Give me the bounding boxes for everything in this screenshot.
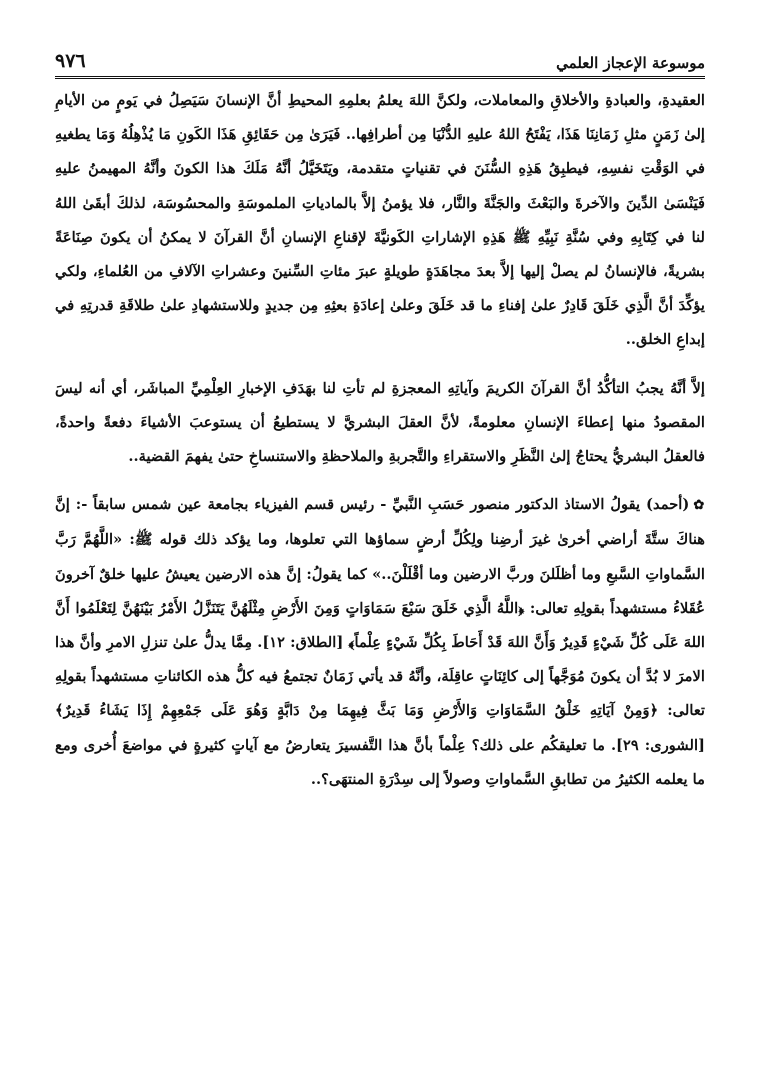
question-paragraph [55,488,705,797]
paragraph-1: العقيدةِ، والعبادةِ والأخلاقِ والمعاملات، ولكنَّ اللهَ يعلمُ بعلمِهِ المحيطِ أنَّ الإنسانَ سَيَصِلُ في يَومٍ من الأيامِ إلىٰ زَمَنٍ مثلِ زَمَانِنَا هَذَا، يَفْتَحُ اللهُ عليهِ الدُّنْيَا مِن أطرافِها.. فَيَرَىٰ مِن حَقَائِقِ هَذَا الكَونِ مَا يُذْهِلُهُ وَمَا يطغيهِ في الوَقْتِ نفسِهِ، فيطبِقُ هَذِهِ السُّنَنَ في تقنياتٍ متقدمة، ويَتَخَيَّلُ أنَّهُ مَلَكَ هذا الكونَ وأنَّهُ المهيمنُ عليهِ فَيَنْسَىٰ الدِّينَ والآخرةَ والبَعْثَ والجَنَّةَ والنَّار، فلا يؤمنُ إلاَّ بالمادياتِ الملموسَةِ والمحسُوسَة، لذلكَ أبقَىٰ اللهُ لنا في كِتَابِهِ وفي سُنَّةِ نَبِيِّهِ ﷺ هَذِهِ الإشاراتِ الكَونيَّةَ لإقناعِ الإنسانِ أنَّ القرآنَ لا يمكنُ أن يكونَ صِنَاعَةً بشريةً، فالإنسانُ لم يصلْ إليها إلاَّ بعدَ مجاهَدَةٍ طويلةٍ عبرَ مئاتِ السِّنينَ وعشراتِ الآلافِ من العُلماءِ، ولكي يؤكِّدَ أنَّ الَّذِي خَلَقَ قَادِرٌ علىٰ إفناءِ ما قد خَلَقَ وعلىٰ إعادَةِ بعثِهِ مِن جديدٍ وللاستشهادِ علىٰ طلاقَةِ قدرتِهِ في إبداعِ الخلق.. [55,92,705,349]
book-title: موسوعة الإعجاز العلمي [556,54,705,72]
page-header [55,38,705,79]
page-number: ٩٧٦ [55,50,86,72]
flower-ornament-icon: ✿ [693,498,705,514]
paragraph-3: (أحمد) يقولُ الاستاذ الدكتور منصور حَسَبِ النَّبيِّ - رئيس قسم الفيزياء بجامعة عين شمس سابقاً -: إنَّ هناكَ ستَّةَ أراضي أخرىٰ غيرَ أرضِنا ولِكُلِّ أرضٍ سماؤها التي تعلوها، وما يؤكد ذلك قوله ﷺ: «اللَّهُمَّ رَبَّ السَّماواتِ السَّبعِ وما أظلَلنَ وربَّ الارضين وما أقْلَلْنَ..» كما يقولُ: إنَّ هذه الارضين يعيشُ عليها خلقٌ آخرونَ عُقَلاءُ مستشهداً بقولِهِ تعالى: ﴿اللَّهُ الَّذِي خَلَقَ سَبْعَ سَمَاوَاتٍ وَمِنَ الأَرْضِ مِثْلَهُنَّ يَتَنَزَّلُ الأَمْرُ بَيْنَهُنَّ لِتَعْلَمُوا أَنَّ اللهَ عَلَى كُلِّ شَيْءٍ قَدِيرٌ وَأَنَّ اللهَ قَدْ أَحَاطَ بِكُلِّ شَيْءٍ عِلْماً﴾ [الطلاق: ١٢]. مِمَّا يدلُّ علىٰ تنزلِ الامرِ وأنَّ هذا الامرَ لا بُدَّ أن يكونَ مُوَجَّهاً إلى كائِنَاتٍ عاقِلَة، وأنَّهُ قد يأتي زَمَانٌ تجتمعُ فيه كلُّ هذه الكائناتِ مستشهداً بقولِهِ تعالى: ﴿وَمِنْ آيَاتِهِ خَلْقُ السَّمَاوَاتِ وَالأَرْضِ وَمَا بَثَّ فِيهِمَا مِنْ دَابَّةٍ وَهُوَ عَلَى جَمْعِهِمْ إِذَا يَشَاءُ قَدِيرٌ﴾ [الشورى: ٢٩]. ما تعليقكُم على ذلك؟ عِلْماً بأنَّ هذا التَّفسيرَ يتعارضُ مع آياتٍ كثيرةٍ في مواضعَ أُخرى ومع ما يعلمه الكثيرُ من تطابقِ السَّماواتِ وصولاً إلى سِدْرَةِ المنتهَى؟.. [55,496,705,788]
paragraph-2: إلاَّ أنَّهُ يجبُ التأكُّدُ أنَّ القرآنَ الكريمَ وآياتِهِ المعجزةِ لم تأتِ لنا بهَدَفِ الإخبارِ العِلْمِيِّ المباشَر، أي أنه ليسَ المقصودُ منها إعطاءَ الإنسانِ معلومةً، لأنَّ العقلَ البشريَّ لا يستطيعُ أن يستوعبَ الأشياءَ دفعةً واحدةً، فالعقلُ البشريُّ يحتاجُ إلىٰ النَّظَرِ والاستقراءِ والتَّجربةِ والملاحظةِ والاستنساخِ حتىٰ يفهمَ القضية.. [55,379,705,466]
page-body [55,84,705,1061]
